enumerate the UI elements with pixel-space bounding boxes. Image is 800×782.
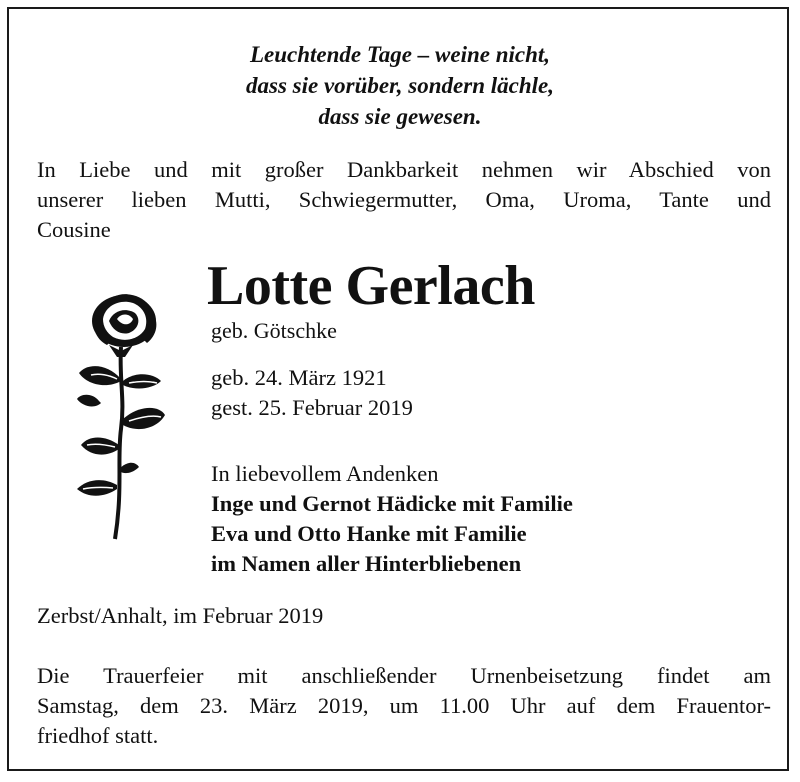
rose-icon xyxy=(69,289,179,549)
mourner-line: Eva und Otto Hanke mit Familie xyxy=(211,521,527,546)
intro-line: In Liebe und mit großer Dankbarkeit nehmen wir Abschied von xyxy=(37,157,771,182)
intro-line: unserer lieben Mutti, Schwiegermutter, Oma, Uroma, Tante und xyxy=(37,187,771,212)
obituary-frame xyxy=(7,7,789,771)
motto-line: dass sie vorüber, sondern lächle, xyxy=(246,73,554,98)
place-date: Zerbst/Anhalt, im Februar 2019 xyxy=(37,603,324,628)
funeral-line: Samstag, dem 23. März 2019, um 11.00 Uhr auf dem Frauentor- xyxy=(37,693,771,718)
funeral-notice xyxy=(37,661,771,751)
intro-text xyxy=(37,155,771,245)
intro-line: Cousine xyxy=(37,217,111,242)
motto-verse xyxy=(9,39,791,132)
mourners-heading: In liebevollem Andenken xyxy=(211,461,439,486)
mourner-line: im Namen aller Hinterbliebenen xyxy=(211,551,522,576)
death-date: gest. 25. Februar 2019 xyxy=(211,395,413,420)
birth-date: geb. 24. März 1921 xyxy=(211,365,387,390)
funeral-line: Die Trauerfeier mit anschließender Urnenbeisetzung findet am xyxy=(37,663,771,688)
deceased-name: Lotte Gerlach xyxy=(207,255,535,317)
funeral-line: friedhof statt. xyxy=(37,723,159,748)
motto-line: Leuchtende Tage – weine nicht, xyxy=(249,42,551,67)
mourners-block xyxy=(211,459,573,579)
motto-line: dass sie gewesen. xyxy=(318,104,482,129)
life-dates xyxy=(211,363,413,423)
maiden-name: geb. Götschke xyxy=(211,318,337,343)
mourner-line: Inge und Gernot Hädicke mit Familie xyxy=(211,491,573,516)
